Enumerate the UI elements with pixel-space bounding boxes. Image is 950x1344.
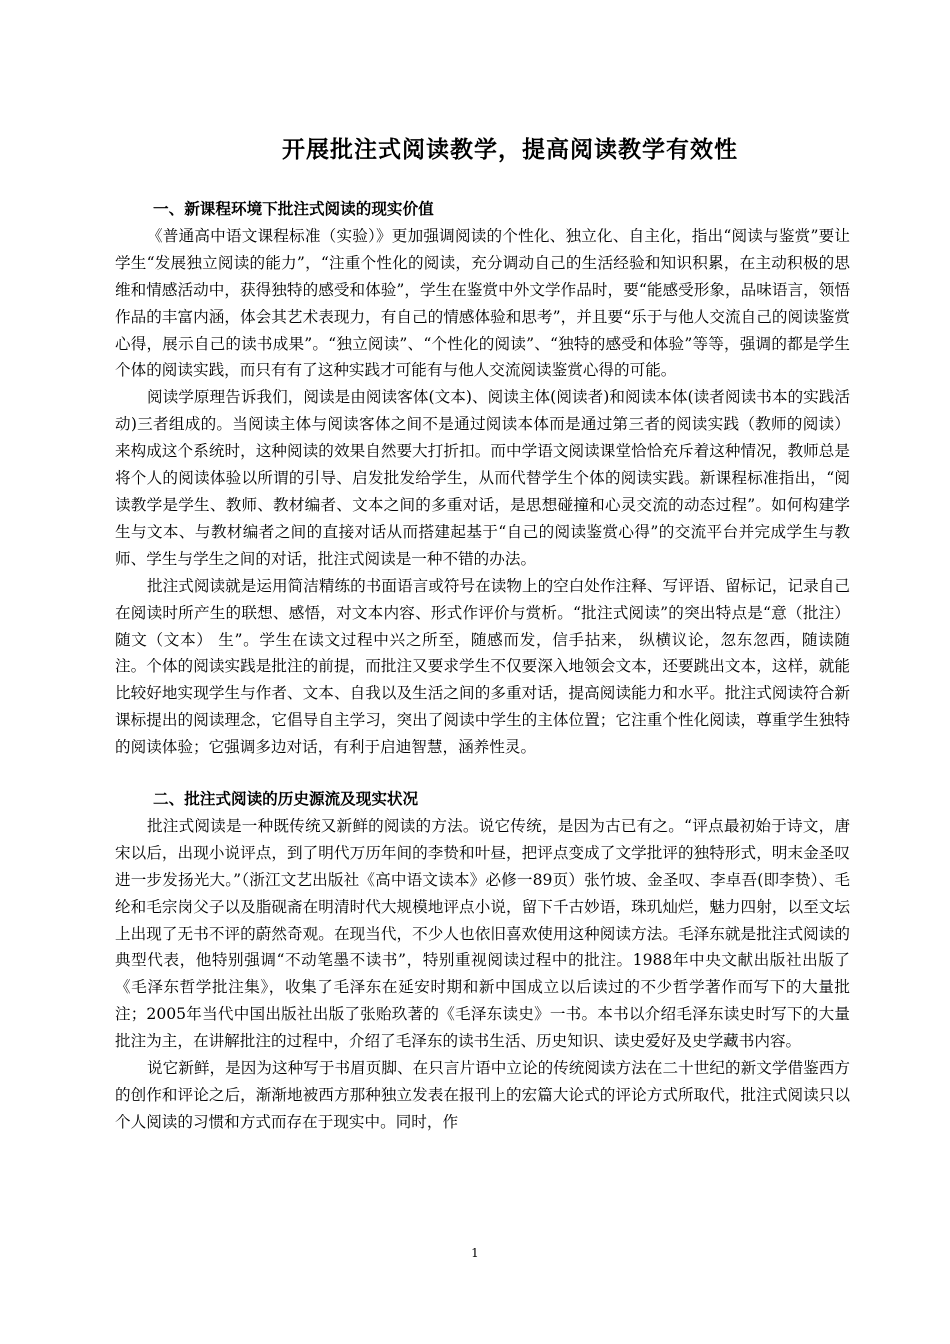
section-1-heading: 一、新课程环境下批注式阅读的现实价值 [153,199,434,218]
page-number: 1 [471,1246,479,1260]
section-2-heading: 二、批注式阅读的历史源流及现实状况 [153,789,419,809]
section-1-paragraph-2: 阅读学原理告诉我们，阅读是由阅读客体(文本)、阅读主体(阅读者)和阅读本体(读者阅读书本的实践活动)三者组成的。当阅读主体与阅读客体之间不是通过阅读本体而是通过第三者的阅读实践（教师的阅读）来构成这个系统时，这种阅读的效果自然要大打折扣。而中学语文阅读课堂恰恰充斥着这种情况，教师总是将个人的阅读体验以所谓的引导、启发批发给学生，从而代替学生个体的阅读实践。新课程标准指出，“阅读教学是学生、教师、教材编者、文本之间的多重对话，是思想碰撞和心灵交流的动态过程”。如何构建学生与文本、与教材编者之间的直接对话从而搭建起基于“自己的阅读鉴赏心得”的交流平台并完成学生与教师、学生与学生之间的对话，批注式阅读是一种不错的办法。 [115,388,850,568]
document-title: 开展批注式阅读教学，提高阅读教学有效性 [282,136,738,163]
section-2-paragraph-2: 说它新鲜，是因为这种写于书眉页脚、在只言片语中立论的传统阅读方法在二十世纪的新文学借鉴西方的创作和评论之后，渐渐地被西方那种独立发表在报刊上的宏篇大论式的评论方式所取代，批注式阅读只以个人阅读的习惯和方式而存在于现实中。同时，作 [115,1059,850,1131]
section-1-paragraph-3: 批注式阅读就是运用简洁精练的书面语言或符号在读物上的空白处作注释、写评语、留标记，记录自己在阅读时所产生的联想、感悟，对文本内容、形式作评价与赏析。“批注式阅读”的突出特点是“意（批注） 随文（文本） 生”。学生在读文过程中兴之所至，随感而发，信手拈来， 纵横议论，忽东忽西，随读随注。个体的阅读实践是批注的前提，而批注又要求学生不仅要深入地领会文本，还要跳出文本，这样，就能比较好地实现学生与作者、文本、自我以及生活之间的多重对话，提高阅读能力和水平。批注式阅读符合新课标提出的阅读理念，它倡导自主学习，突出了阅读中学生的主体位置；它注重个性化阅读，尊重学生独特的阅读体验；它强调多边对话，有利于启迪智慧，涵养性灵。 [115,576,850,757]
document-body [115,196,850,1136]
section-1-paragraph-1: 《普通高中语文课程标准（实验）》更加强调阅读的个性化、独立化、自主化，指出“阅读与鉴赏”要让学生“发展独立阅读的能力”，“注重个性化的阅读，充分调动自己的生活经验和知识积累，在主动积极的思维和情感活动中，获得独特的感受和体验”，学生在鉴赏中外文学作品时，要“能感受形象，品味语言，领悟作品的丰富内涵，体会其艺术表现力，有自己的情感体验和思考”，并且要“乐于与他人交流自己的阅读鉴赏心得，展示自己的读书成果”。“独立阅读”、“个性化的阅读”、“独特的感受和体验”等等，强调的都是学生个体的阅读实践，而只有有了这种实践才可能有与他人交流阅读鉴赏心得的可能。 [115,226,850,380]
section-spacer [115,761,850,786]
section-2-paragraph-1: 批注式阅读是一种既传统又新鲜的阅读的方法。说它传统，是因为古已有之。“评点最初始于诗文，唐宋以后，出现小说评点，到了明代万历年间的李贽和叶昼，把评点变成了文学批评的独特形式，明末金圣叹进一步发扬光大。”（浙江文艺出版社《高中语文读本》必修一89页）张竹坡、金圣叹、李卓吾(即李贽）、毛纶和毛宗岗父子以及脂砚斋在明清时代大规模地评点小说，留下千古妙语，珠玑灿烂，魅力四射，以至文坛上出现了无书不评的蔚然奇观。在现当代，不少人也依旧喜欢使用这种阅读方法。毛泽东就是批注式阅读的典型代表，他特别强调“不动笔墨不读书”，特别重视阅读过程中的批注。1988年中央文献出版社出版了《毛泽东哲学批注集》，收集了毛泽东在延安时期和新中国成立以后读过的不少哲学著作而写下的大量批注；2005年当代中国出版社出版了张贻玖著的《毛泽东读史》一书。本书以介绍毛泽东读史时写下的大量批注为主，在讲解批注的过程中，介绍了毛泽东的读书生活、历史知识、读史爱好及史学藏书内容。 [115,816,850,1051]
